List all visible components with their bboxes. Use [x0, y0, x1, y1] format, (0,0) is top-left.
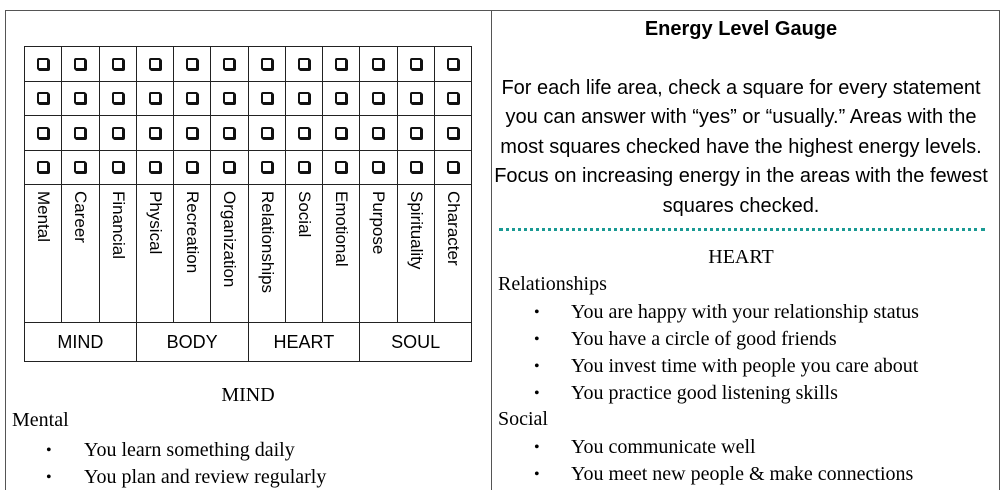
relationships-statement-list — [490, 299, 990, 407]
relationships-area-label: Relationships — [498, 273, 607, 295]
life-area-label: Purpose — [369, 191, 389, 255]
life-area-column — [286, 185, 323, 323]
checkbox[interactable] — [37, 58, 49, 70]
checkbox-cell — [211, 47, 248, 82]
checkbox-cell — [137, 47, 174, 82]
checkbox[interactable] — [149, 127, 161, 139]
category-label: MIND — [25, 323, 137, 361]
checkbox-cell — [360, 47, 397, 82]
category-label: BODY — [137, 323, 249, 361]
life-area-label: Organization — [220, 191, 240, 288]
life-area-column — [211, 185, 248, 323]
checkbox[interactable] — [149, 92, 161, 104]
checkbox-cell — [323, 82, 360, 117]
gauge-title: Energy Level Gauge — [644, 18, 838, 40]
life-area-label: Social — [294, 191, 314, 238]
checkbox[interactable] — [74, 92, 86, 104]
life-area-label: Career — [71, 191, 91, 243]
checkbox[interactable] — [223, 58, 235, 70]
checkbox-cell — [174, 82, 211, 117]
bullet-icon: • — [534, 466, 540, 483]
statement-text: You communicate well — [571, 436, 756, 458]
checkbox[interactable] — [261, 127, 273, 139]
checkbox-row — [25, 151, 471, 186]
checkbox-row — [25, 82, 471, 117]
checkbox[interactable] — [298, 92, 310, 104]
checkbox-cell — [360, 116, 397, 151]
mental-statement-list — [0, 437, 490, 491]
checkbox[interactable] — [335, 161, 347, 173]
life-area-label: Character — [443, 191, 463, 266]
social-statement-list — [490, 434, 990, 488]
life-area-label: Physical — [145, 191, 165, 255]
checkbox-cell — [360, 151, 397, 186]
checkbox[interactable] — [223, 92, 235, 104]
life-area-column — [323, 185, 360, 323]
checkbox[interactable] — [410, 58, 422, 70]
statement-text: You learn something daily — [84, 439, 295, 461]
statement-item — [490, 434, 990, 461]
statement-item — [0, 437, 490, 464]
checkbox-cell — [137, 116, 174, 151]
checkbox-cell — [360, 82, 397, 117]
checkbox-cell — [174, 47, 211, 82]
checkbox-cell — [100, 82, 137, 117]
checkbox[interactable] — [149, 58, 161, 70]
checkbox[interactable] — [149, 161, 161, 173]
checkbox-cell — [435, 116, 471, 151]
energy-gauge-grid — [24, 46, 472, 362]
checkbox[interactable] — [335, 58, 347, 70]
checkbox-cell — [100, 151, 137, 186]
checkbox-cell — [398, 82, 435, 117]
life-area-label: Recreation — [183, 191, 203, 274]
life-area-label: Mental — [34, 191, 54, 243]
checkbox[interactable] — [112, 92, 124, 104]
checkbox[interactable] — [186, 161, 198, 173]
checkbox-cell — [62, 116, 99, 151]
life-area-column — [398, 185, 435, 323]
checkbox[interactable] — [223, 127, 235, 139]
life-area-label: Relationships — [257, 191, 277, 294]
checkbox-cell — [398, 47, 435, 82]
checkbox-cell — [323, 116, 360, 151]
checkbox[interactable] — [410, 161, 422, 173]
life-area-column — [62, 185, 99, 323]
dotted-separator — [499, 228, 985, 231]
category-row — [25, 323, 471, 361]
life-area-column — [174, 185, 211, 323]
checkbox-cell — [249, 47, 286, 82]
statement-item — [490, 353, 990, 380]
checkbox-cell — [398, 116, 435, 151]
checkbox-cell — [249, 82, 286, 117]
checkbox-cell — [100, 116, 137, 151]
checkbox-cell — [249, 151, 286, 186]
checkbox-cell — [323, 47, 360, 82]
checkbox-cell — [62, 82, 99, 117]
statement-text: You plan and review regularly — [84, 466, 327, 488]
checkbox[interactable] — [410, 127, 422, 139]
checkbox-row — [25, 116, 471, 151]
category-label: SOUL — [391, 331, 441, 352]
checkbox-cell — [174, 151, 211, 186]
checkbox[interactable] — [37, 161, 49, 173]
bullet-icon: • — [46, 469, 52, 486]
life-area-column — [137, 185, 174, 323]
life-area-column — [360, 185, 397, 323]
checkbox[interactable] — [298, 58, 310, 70]
statement-text: You are happy with your relationship status — [571, 301, 919, 323]
statement-text: You invest time with people you care about — [571, 355, 919, 377]
checkbox[interactable] — [261, 161, 273, 173]
statement-text: You practice good listening skills — [571, 382, 838, 404]
statement-item — [490, 461, 990, 488]
bullet-icon: • — [534, 331, 540, 348]
checkbox[interactable] — [447, 127, 459, 139]
checkbox-rows — [25, 47, 471, 185]
bullet-icon: • — [534, 439, 540, 456]
checkbox[interactable] — [74, 127, 86, 139]
bullet-icon: • — [534, 385, 540, 402]
checkbox[interactable] — [223, 161, 235, 173]
checkbox-cell — [249, 116, 286, 151]
checkbox[interactable] — [447, 58, 459, 70]
bullet-icon: • — [534, 304, 540, 321]
checkbox-cell — [211, 151, 248, 186]
checkbox-cell — [25, 82, 62, 117]
checkbox-cell — [211, 116, 248, 151]
checkbox[interactable] — [261, 92, 273, 104]
checkbox[interactable] — [335, 92, 347, 104]
heart-section-title: HEART — [708, 246, 774, 268]
checkbox-cell — [286, 47, 323, 82]
checkbox[interactable] — [37, 127, 49, 139]
life-area-label: Spirituality — [406, 191, 426, 270]
mental-area-label: Mental — [12, 409, 69, 431]
checkbox[interactable] — [186, 92, 198, 104]
checkbox-cell — [435, 151, 471, 186]
checkbox[interactable] — [372, 92, 384, 104]
checkbox[interactable] — [372, 161, 384, 173]
statement-item — [490, 299, 990, 326]
checkbox-cell — [100, 47, 137, 82]
checkbox[interactable] — [74, 161, 86, 173]
checkbox[interactable] — [112, 161, 124, 173]
life-area-column — [435, 185, 471, 323]
checkbox-cell — [25, 151, 62, 186]
social-area-label: Social — [498, 408, 548, 430]
life-area-column — [100, 185, 137, 323]
checkbox[interactable] — [112, 127, 124, 139]
checkbox-cell — [25, 47, 62, 82]
statement-item — [490, 326, 990, 353]
checkbox-cell — [398, 151, 435, 186]
life-area-label: Emotional — [332, 191, 352, 267]
checkbox-cell — [323, 151, 360, 186]
checkbox[interactable] — [37, 92, 49, 104]
checkbox[interactable] — [447, 92, 459, 104]
checkbox[interactable] — [186, 127, 198, 139]
mind-section-title: MIND — [221, 384, 275, 406]
statement-item — [490, 380, 990, 407]
statement-text: You meet new people & make connections — [571, 463, 914, 485]
checkbox-cell — [286, 116, 323, 151]
checkbox-cell — [62, 47, 99, 82]
checkbox-cell — [174, 116, 211, 151]
checkbox[interactable] — [74, 58, 86, 70]
checkbox-cell — [286, 82, 323, 117]
checkbox[interactable] — [447, 161, 459, 173]
checkbox[interactable] — [298, 161, 310, 173]
statement-text: You have a circle of good friends — [571, 328, 837, 350]
checkbox-cell — [435, 82, 471, 117]
checkbox[interactable] — [112, 58, 124, 70]
bullet-icon: • — [534, 358, 540, 375]
checkbox-cell — [25, 116, 62, 151]
checkbox[interactable] — [261, 58, 273, 70]
checkbox[interactable] — [298, 127, 310, 139]
life-area-label: Financial — [108, 191, 128, 260]
instructions-paragraph: For each life area, check a square for every statement you can answer with “yes” or “usually.” Areas with the most squares checked have the highest energy levels. Focus on increasing energy in the areas with the fewest squares checked. — [494, 77, 988, 217]
checkbox[interactable] — [372, 127, 384, 139]
checkbox[interactable] — [372, 58, 384, 70]
checkbox-cell — [137, 151, 174, 186]
checkbox[interactable] — [335, 127, 347, 139]
checkbox[interactable] — [410, 92, 422, 104]
checkbox-cell — [62, 151, 99, 186]
category-label: HEART — [249, 323, 361, 361]
life-area-column — [25, 185, 62, 323]
checkbox-cell — [286, 151, 323, 186]
checkbox[interactable] — [186, 58, 198, 70]
checkbox-row — [25, 47, 471, 82]
life-area-labels — [25, 185, 471, 323]
bullet-icon: • — [46, 442, 52, 459]
life-area-column — [249, 185, 286, 323]
checkbox-cell — [137, 82, 174, 117]
checkbox-cell — [211, 82, 248, 117]
checkbox-cell — [435, 47, 471, 82]
